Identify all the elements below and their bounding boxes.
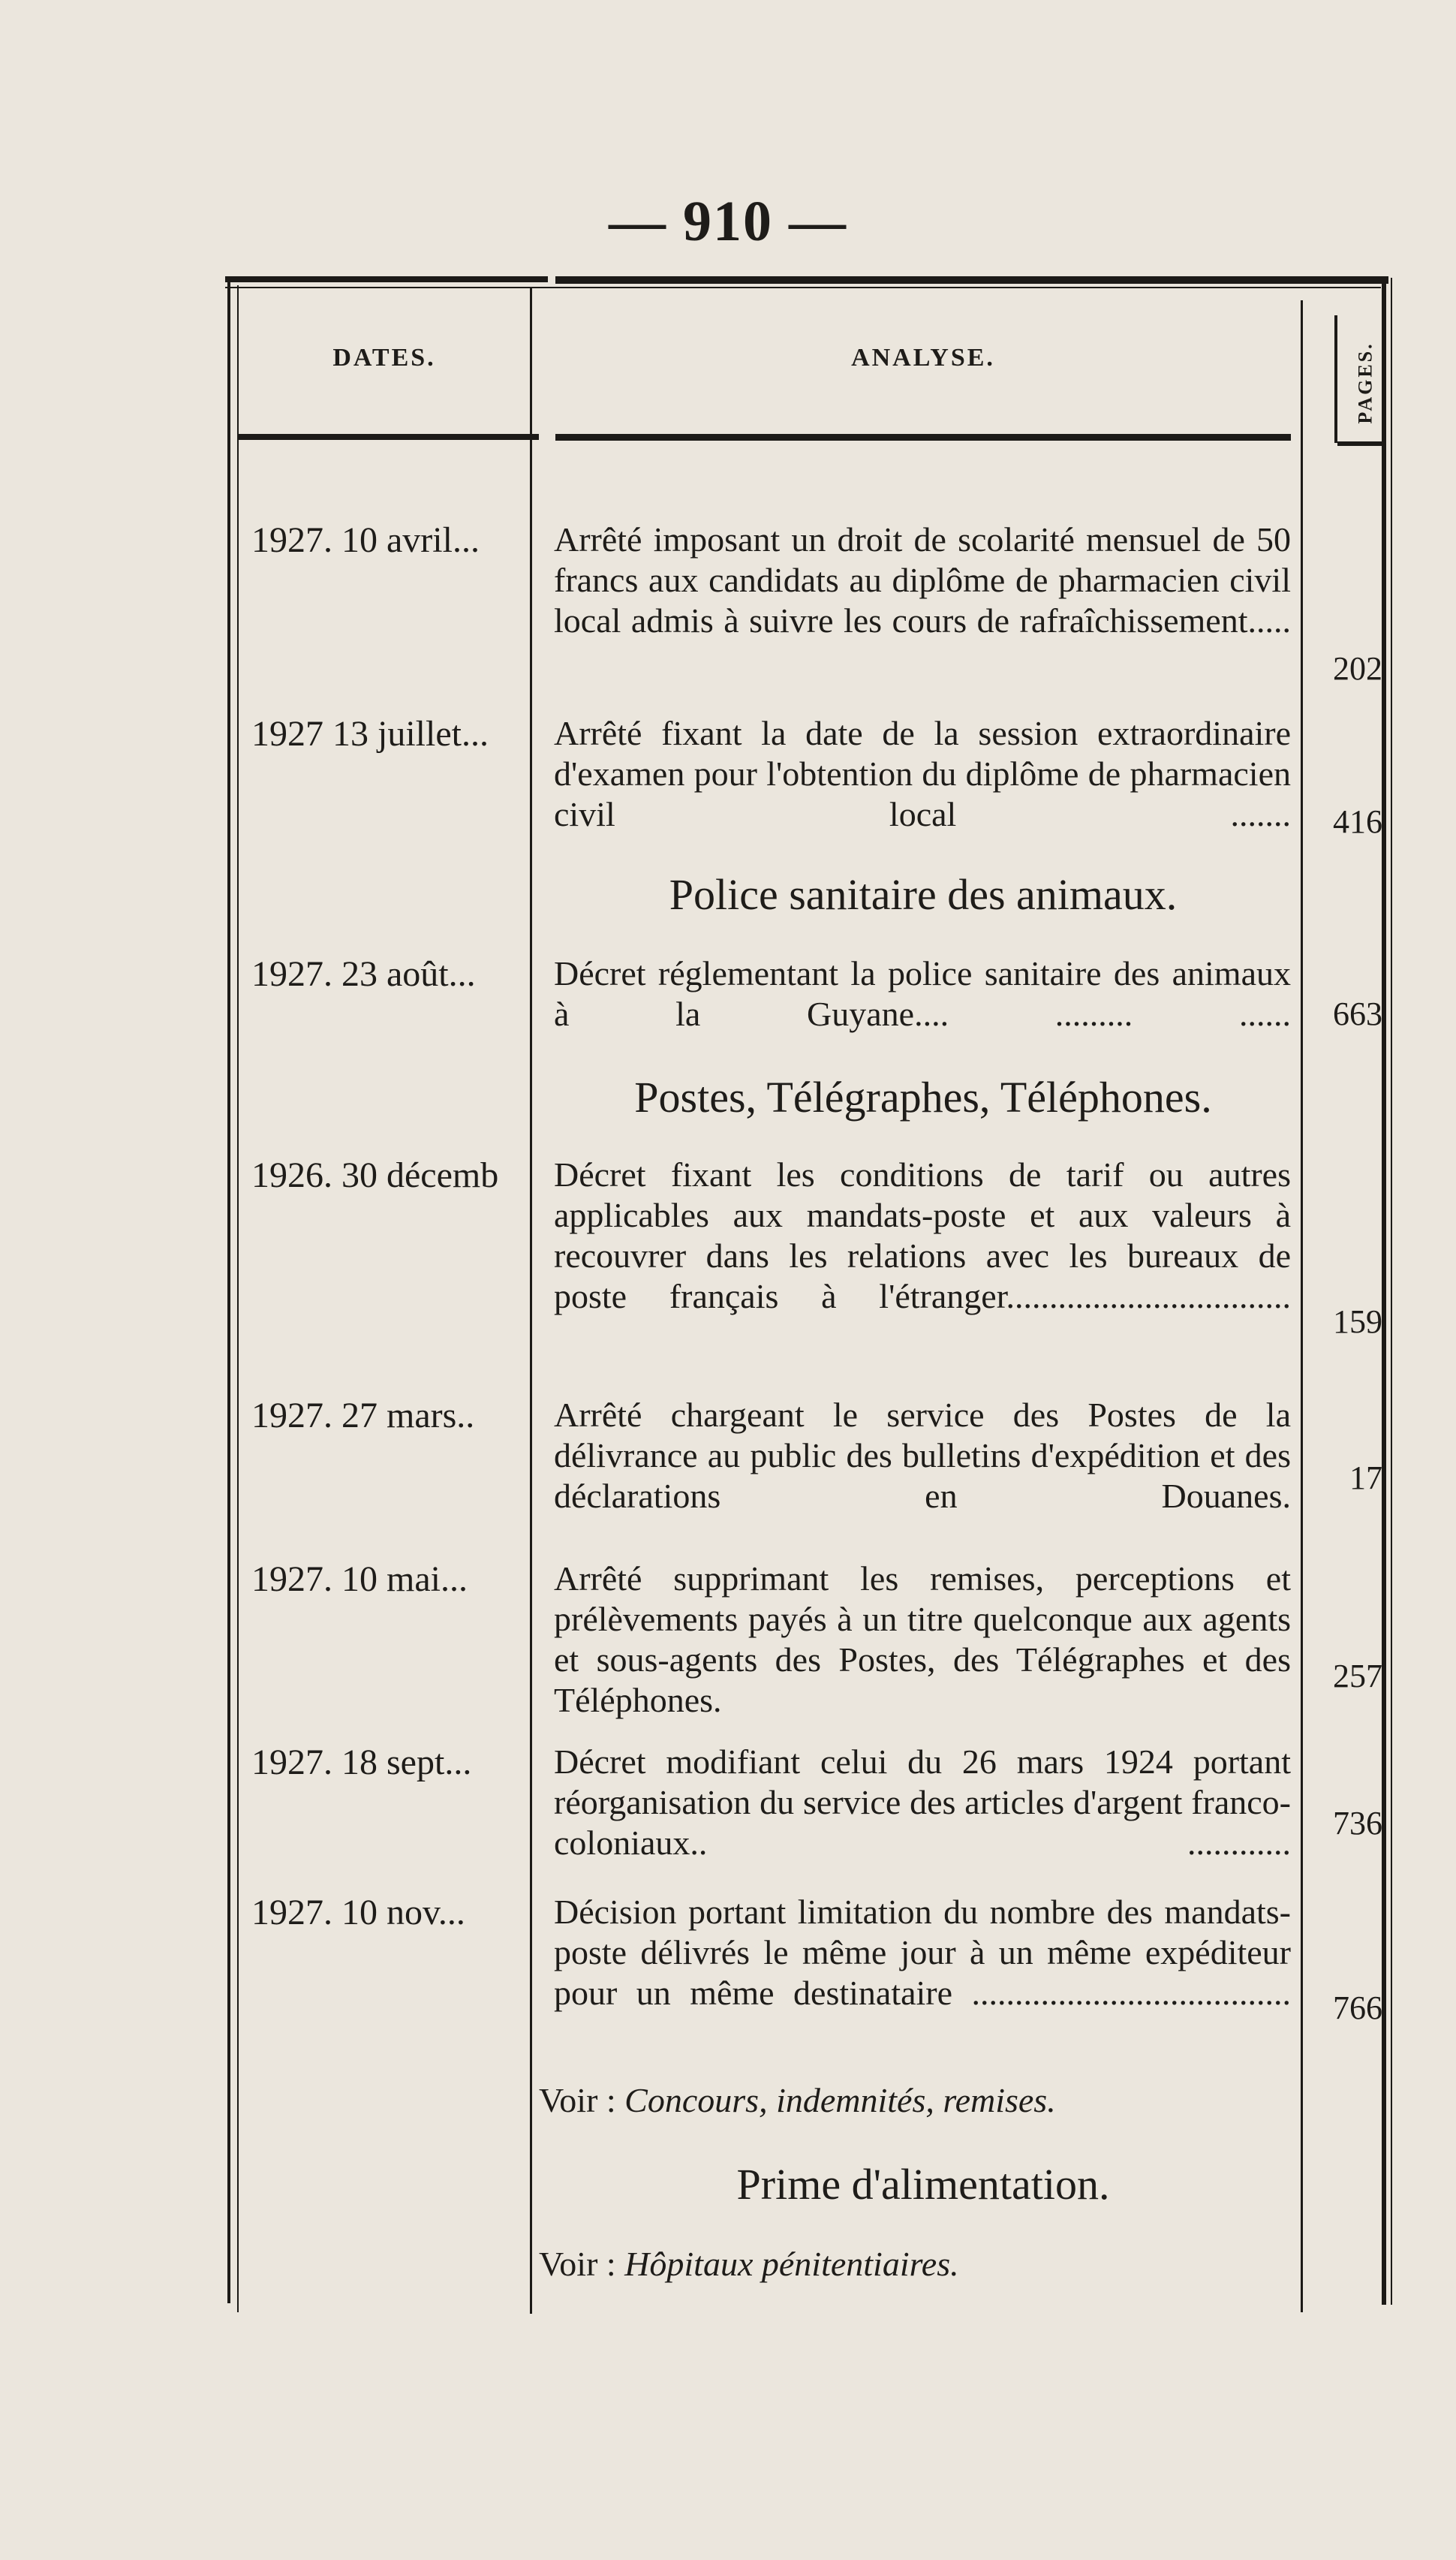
left-border: [227, 276, 230, 2303]
section-heading: Postes, Télégraphes, Téléphones.: [634, 1073, 1212, 1122]
entry-date: 1927. 18 sept...: [251, 1742, 472, 1782]
entry-page: 257: [1333, 1658, 1382, 1694]
entry-page: 17: [1349, 1459, 1382, 1496]
entry-date: 1927. 27 mars..: [251, 1396, 475, 1435]
header-rule-right: [555, 434, 1291, 441]
see-also-label: Voir :: [539, 2245, 616, 2283]
left-border-inner: [237, 285, 239, 2312]
entry-analysis: Décret réglementant la police sanitaire des animaux à la Guyane.... ......... ......: [554, 954, 1291, 1033]
column-header-dates: DATES.: [332, 344, 436, 372]
page-number: — 910 —: [609, 190, 847, 253]
section-heading: Police sanitaire des animaux.: [669, 870, 1178, 919]
entry-analysis: Décret fixant les conditions de tarif ou autres applicables aux mandats-poste et aux valeurs à recouvrer dans les relations avec les bureaux de poste français à l'étranger.................................: [554, 1155, 1291, 1315]
entry-date: 1926. 30 décemb: [251, 1155, 499, 1195]
see-also-refs: Concours, indemnités, remises.: [624, 2081, 1056, 2119]
entry-page: 663: [1333, 995, 1382, 1032]
entry-analysis: Décret modifiant celui du 26 mars 1924 portant réorganisation du service des articles d'argent franco-coloniaux.. ............: [554, 1742, 1291, 1862]
entry-date: 1927. 10 avril...: [251, 520, 480, 560]
top-rule-thin: [225, 287, 1381, 288]
entry-analysis: Décision portant limitation du nombre des mandats-poste délivrés le même jour à un même expéditeur pour un même destinataire .....................................: [554, 1893, 1291, 2012]
entry-page: 202: [1333, 650, 1382, 687]
entry-date: 1927. 10 nov...: [251, 1893, 465, 1932]
top-rule-right: [555, 276, 1388, 284]
column-divider-pages: [1301, 300, 1303, 2312]
top-rule-left: [225, 276, 548, 282]
entry-analysis: Arrêté fixant la date de la session extraordinaire d'examen pour l'obtention du diplôme de pharmacien civil local .......: [554, 714, 1291, 833]
entry-page: 416: [1333, 803, 1382, 840]
column-divider-dates: [530, 287, 532, 2314]
see-also-reference: [539, 2080, 1289, 2122]
column-header-pages-label: PAGES.: [1355, 342, 1377, 424]
entry-date: 1927. 23 août...: [251, 954, 476, 994]
header-rule-left: [239, 434, 539, 440]
column-header-pages: [1351, 300, 1381, 465]
entry-analysis: Arrêté imposant un droit de scolarité mensuel de 50 francs aux candidats au diplôme de pharmacien civil local admis à suivre les cours de rafraîchissement.....: [554, 520, 1291, 640]
pages-marker: [1334, 315, 1337, 443]
column-header-analysis: ANALYSE.: [851, 344, 995, 372]
section-heading: Prime d'alimentation.: [736, 2160, 1110, 2209]
entry-analysis: Arrêté supprimant les remises, perceptions et prélèvements payés à un titre quelconque aux agents et sous-agents des Postes, des Télégraphes et des Téléphones.: [554, 1559, 1291, 1719]
entry-page: 159: [1333, 1303, 1382, 1340]
right-border-outer: [1391, 278, 1392, 2305]
see-also-label: Voir :: [539, 2081, 616, 2119]
entry-analysis: Arrêté chargeant le service des Postes de la délivrance au public des bulletins d'expédition et des déclarations en Douanes.: [554, 1396, 1291, 1515]
entry-page: 766: [1333, 1989, 1382, 2026]
entry-page: 736: [1333, 1805, 1382, 1842]
entry-date: 1927. 10 mai...: [251, 1559, 468, 1599]
see-also-reference: [539, 2243, 1289, 2285]
see-also-refs: Hôpitaux pénitentiaires.: [624, 2245, 959, 2283]
entry-date: 1927 13 juillet...: [251, 714, 489, 754]
